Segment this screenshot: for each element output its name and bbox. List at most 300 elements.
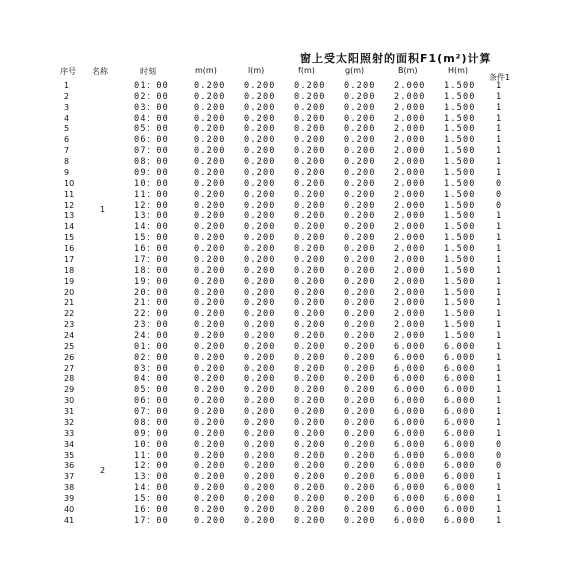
- cell-f: 0.200: [294, 472, 326, 483]
- cell-f: 0.200: [294, 265, 326, 276]
- cell-time: 08：00: [134, 417, 169, 428]
- cell-g: 0.200: [344, 244, 376, 255]
- cell-g: 0.200: [344, 320, 376, 331]
- header-l: l(m): [248, 66, 265, 75]
- cell-m: 0.200: [194, 244, 226, 255]
- table-row: [0, 288, 580, 299]
- cell-f: 0.200: [294, 385, 326, 396]
- cell-m: 0.200: [194, 417, 226, 428]
- cell-f: 0.200: [294, 515, 326, 526]
- cell-H: 1.500: [444, 233, 476, 244]
- cell-index: 37: [64, 472, 75, 482]
- cell-f: 0.200: [294, 200, 326, 211]
- cell-g: 0.200: [344, 515, 376, 526]
- cell-l: 0.200: [244, 157, 276, 168]
- cell-B: 2.000: [394, 167, 426, 178]
- cell-time: 16：00: [134, 244, 169, 255]
- cell-index: 9: [64, 167, 70, 177]
- cell-condition1: 1: [496, 374, 503, 385]
- cell-l: 0.200: [244, 352, 276, 363]
- cell-index: 10: [64, 178, 75, 188]
- cell-B: 6.000: [394, 341, 426, 352]
- cell-m: 0.200: [194, 385, 226, 396]
- cell-condition1: 1: [496, 515, 503, 526]
- cell-index: 17: [64, 254, 75, 264]
- cell-H: 1.500: [444, 135, 476, 146]
- cell-B: 2.000: [394, 135, 426, 146]
- cell-B: 2.000: [394, 157, 426, 168]
- cell-time: 24：00: [134, 331, 169, 341]
- table-row: [0, 472, 580, 483]
- table-row: [0, 222, 580, 233]
- cell-H: 1.500: [444, 200, 476, 211]
- cell-time: 17：00: [134, 254, 169, 265]
- cell-f: 0.200: [294, 135, 326, 146]
- cell-H: 6.000: [444, 352, 476, 363]
- cell-l: 0.200: [244, 135, 276, 146]
- cell-H: 1.500: [444, 276, 476, 287]
- cell-m: 0.200: [194, 341, 226, 352]
- cell-B: 2.000: [394, 265, 426, 276]
- cell-f: 0.200: [294, 439, 326, 450]
- cell-B: 2.000: [394, 298, 426, 309]
- cell-condition1: 1: [496, 472, 503, 483]
- cell-condition1: 1: [496, 276, 503, 287]
- cell-B: 6.000: [394, 428, 426, 439]
- cell-B: 2.000: [394, 91, 426, 102]
- table-row: [0, 451, 580, 462]
- cell-condition1: 1: [496, 102, 503, 113]
- cell-f: 0.200: [294, 287, 326, 298]
- cell-f: 0.200: [294, 124, 326, 135]
- cell-index: 11: [64, 189, 75, 199]
- cell-time: 05：00: [134, 124, 169, 135]
- table-row: [0, 103, 580, 114]
- cell-time: 06：00: [134, 135, 169, 146]
- cell-l: 0.200: [244, 494, 276, 505]
- cell-time: 20：00: [134, 287, 169, 298]
- cell-l: 0.200: [244, 233, 276, 244]
- cell-f: 0.200: [294, 91, 326, 102]
- cell-H: 6.000: [444, 450, 476, 461]
- cell-f: 0.200: [294, 504, 326, 515]
- cell-B: 6.000: [394, 483, 426, 494]
- cell-g: 0.200: [344, 254, 376, 265]
- cell-l: 0.200: [244, 254, 276, 265]
- cell-m: 0.200: [194, 157, 226, 168]
- table-row: [0, 157, 580, 168]
- group-name-label: 2: [100, 466, 106, 476]
- cell-condition1: 1: [496, 385, 503, 396]
- cell-index: 3: [64, 102, 70, 112]
- cell-index: 20: [64, 287, 75, 297]
- cell-f: 0.200: [294, 146, 326, 157]
- cell-m: 0.200: [194, 472, 226, 483]
- cell-g: 0.200: [344, 211, 376, 222]
- cell-condition1: 1: [496, 504, 503, 515]
- cell-g: 0.200: [344, 102, 376, 113]
- cell-m: 0.200: [194, 254, 226, 265]
- cell-condition1: 1: [496, 91, 503, 102]
- cell-index: 23: [64, 320, 75, 330]
- cell-H: 6.000: [444, 494, 476, 505]
- cell-index: 14: [64, 222, 75, 232]
- cell-H: 6.000: [444, 472, 476, 483]
- cell-B: 2.000: [394, 287, 426, 298]
- cell-f: 0.200: [294, 276, 326, 287]
- cell-g: 0.200: [344, 233, 376, 244]
- cell-H: 1.500: [444, 91, 476, 102]
- cell-l: 0.200: [244, 396, 276, 407]
- cell-B: 6.000: [394, 461, 426, 472]
- cell-H: 6.000: [444, 385, 476, 396]
- table-row: [0, 418, 580, 429]
- cell-time: 21：00: [134, 298, 169, 309]
- cell-condition1: 1: [496, 233, 503, 244]
- cell-B: 2.000: [394, 113, 426, 124]
- cell-condition1: 1: [496, 157, 503, 168]
- cell-condition1: 1: [496, 309, 503, 320]
- cell-index: 7: [64, 146, 70, 156]
- cell-index: 13: [64, 211, 75, 221]
- cell-l: 0.200: [244, 287, 276, 298]
- cell-H: 6.000: [444, 428, 476, 439]
- cell-condition1: 1: [496, 135, 503, 146]
- cell-m: 0.200: [194, 233, 226, 244]
- cell-index: 38: [64, 483, 75, 493]
- cell-index: 19: [64, 276, 75, 286]
- cell-time: 01：00: [134, 341, 169, 352]
- cell-m: 0.200: [194, 309, 226, 320]
- cell-index: 2: [64, 91, 70, 101]
- header-g: g(m): [345, 66, 365, 75]
- cell-time: 05：00: [134, 385, 169, 396]
- cell-l: 0.200: [244, 341, 276, 352]
- cell-l: 0.200: [244, 461, 276, 472]
- cell-g: 0.200: [344, 396, 376, 407]
- cell-condition1: 1: [496, 254, 503, 265]
- cell-index: 12: [64, 200, 75, 210]
- cell-l: 0.200: [244, 385, 276, 396]
- cell-f: 0.200: [294, 450, 326, 461]
- cell-f: 0.200: [294, 298, 326, 309]
- cell-f: 0.200: [294, 233, 326, 244]
- cell-H: 1.500: [444, 81, 476, 91]
- cell-time: 15：00: [134, 494, 169, 505]
- cell-f: 0.200: [294, 178, 326, 189]
- cell-time: 10：00: [134, 439, 169, 450]
- cell-f: 0.200: [294, 320, 326, 331]
- cell-H: 1.500: [444, 287, 476, 298]
- cell-condition1: 1: [496, 244, 503, 255]
- cell-B: 2.000: [394, 276, 426, 287]
- cell-condition1: 1: [496, 363, 503, 374]
- cell-B: 2.000: [394, 200, 426, 211]
- table-row: [0, 461, 580, 472]
- cell-m: 0.200: [194, 287, 226, 298]
- cell-f: 0.200: [294, 417, 326, 428]
- cell-H: 6.000: [444, 341, 476, 352]
- cell-time: 13：00: [134, 211, 169, 222]
- cell-l: 0.200: [244, 265, 276, 276]
- cell-m: 0.200: [194, 81, 226, 91]
- cell-time: 13：00: [134, 472, 169, 483]
- cell-l: 0.200: [244, 515, 276, 526]
- cell-g: 0.200: [344, 331, 376, 341]
- cell-m: 0.200: [194, 298, 226, 309]
- cell-g: 0.200: [344, 352, 376, 363]
- table-row: [0, 396, 580, 407]
- cell-H: 6.000: [444, 396, 476, 407]
- cell-B: 2.000: [394, 233, 426, 244]
- cell-index: 1: [64, 81, 70, 90]
- table-row: [0, 516, 580, 527]
- cell-B: 6.000: [394, 385, 426, 396]
- cell-B: 6.000: [394, 396, 426, 407]
- cell-time: 12：00: [134, 461, 169, 472]
- cell-B: 6.000: [394, 472, 426, 483]
- cell-index: 26: [64, 352, 75, 362]
- cell-l: 0.200: [244, 417, 276, 428]
- table-row: [0, 364, 580, 375]
- cell-condition1: 1: [496, 341, 503, 352]
- cell-g: 0.200: [344, 189, 376, 200]
- table-row: [0, 277, 580, 288]
- cell-time: 09：00: [134, 167, 169, 178]
- cell-condition1: 0: [496, 461, 503, 472]
- cell-time: 23：00: [134, 320, 169, 331]
- cell-H: 1.500: [444, 331, 476, 341]
- cell-index: 4: [64, 113, 70, 123]
- cell-index: 31: [64, 407, 75, 417]
- table-row: [0, 211, 580, 222]
- cell-B: 6.000: [394, 374, 426, 385]
- cell-time: 19：00: [134, 276, 169, 287]
- cell-l: 0.200: [244, 81, 276, 91]
- cell-H: 1.500: [444, 265, 476, 276]
- cell-B: 2.000: [394, 178, 426, 189]
- cell-l: 0.200: [244, 428, 276, 439]
- cell-time: 09：00: [134, 428, 169, 439]
- table-row: [0, 494, 580, 505]
- cell-H: 1.500: [444, 113, 476, 124]
- cell-index: 16: [64, 244, 75, 254]
- cell-H: 1.500: [444, 189, 476, 200]
- cell-time: 02：00: [134, 352, 169, 363]
- cell-l: 0.200: [244, 244, 276, 255]
- cell-f: 0.200: [294, 331, 326, 341]
- cell-index: 21: [64, 298, 75, 308]
- cell-m: 0.200: [194, 363, 226, 374]
- cell-m: 0.200: [194, 124, 226, 135]
- cell-l: 0.200: [244, 91, 276, 102]
- table-row: [0, 200, 580, 215]
- cell-l: 0.200: [244, 450, 276, 461]
- cell-condition1: 1: [496, 396, 503, 407]
- cell-m: 0.200: [194, 374, 226, 385]
- table-row: [0, 124, 580, 135]
- cell-m: 0.200: [194, 483, 226, 494]
- cell-time: 03：00: [134, 363, 169, 374]
- cell-H: 1.500: [444, 157, 476, 168]
- cell-g: 0.200: [344, 417, 376, 428]
- cell-time: 06：00: [134, 396, 169, 407]
- cell-time: 10：00: [134, 178, 169, 189]
- cell-g: 0.200: [344, 146, 376, 157]
- cell-f: 0.200: [294, 352, 326, 363]
- cell-condition1: 0: [496, 189, 503, 200]
- table-row: [0, 266, 580, 277]
- cell-time: 07：00: [134, 407, 169, 418]
- header-B: B(m): [398, 66, 418, 75]
- cell-index: 33: [64, 428, 75, 438]
- cell-index: 18: [64, 265, 75, 275]
- cell-m: 0.200: [194, 461, 226, 472]
- cell-f: 0.200: [294, 81, 326, 91]
- header-f: f(m): [298, 66, 315, 75]
- cell-m: 0.200: [194, 276, 226, 287]
- cell-l: 0.200: [244, 472, 276, 483]
- table-row: [0, 135, 580, 146]
- table-row: [0, 374, 580, 385]
- cell-g: 0.200: [344, 81, 376, 91]
- cell-f: 0.200: [294, 483, 326, 494]
- cell-B: 2.000: [394, 254, 426, 265]
- cell-f: 0.200: [294, 428, 326, 439]
- cell-condition1: 1: [496, 146, 503, 157]
- cell-m: 0.200: [194, 439, 226, 450]
- cell-time: 11：00: [134, 450, 169, 461]
- cell-condition1: 1: [496, 428, 503, 439]
- cell-m: 0.200: [194, 178, 226, 189]
- cell-l: 0.200: [244, 363, 276, 374]
- cell-B: 2.000: [394, 124, 426, 135]
- cell-H: 1.500: [444, 309, 476, 320]
- cell-l: 0.200: [244, 276, 276, 287]
- cell-m: 0.200: [194, 331, 226, 341]
- cell-f: 0.200: [294, 374, 326, 385]
- cell-condition1: 1: [496, 320, 503, 331]
- cell-B: 6.000: [394, 515, 426, 526]
- cell-l: 0.200: [244, 189, 276, 200]
- cell-index: 32: [64, 417, 75, 427]
- cell-l: 0.200: [244, 211, 276, 222]
- cell-f: 0.200: [294, 396, 326, 407]
- cell-m: 0.200: [194, 135, 226, 146]
- cell-B: 2.000: [394, 222, 426, 233]
- cell-l: 0.200: [244, 309, 276, 320]
- cell-B: 2.000: [394, 309, 426, 320]
- cell-index: 30: [64, 396, 75, 406]
- cell-H: 1.500: [444, 167, 476, 178]
- cell-g: 0.200: [344, 428, 376, 439]
- cell-f: 0.200: [294, 244, 326, 255]
- cell-condition1: 1: [496, 417, 503, 428]
- cell-f: 0.200: [294, 157, 326, 168]
- cell-B: 6.000: [394, 352, 426, 363]
- cell-f: 0.200: [294, 341, 326, 352]
- header-name: 名称: [92, 67, 108, 76]
- cell-condition1: 1: [496, 331, 503, 341]
- group-name-label: 1: [100, 205, 106, 215]
- cell-m: 0.200: [194, 320, 226, 331]
- cell-index: 39: [64, 494, 75, 504]
- cell-g: 0.200: [344, 157, 376, 168]
- cell-condition1: 1: [496, 298, 503, 309]
- cell-condition1: 0: [496, 450, 503, 461]
- cell-H: 1.500: [444, 178, 476, 189]
- cell-condition1: 1: [496, 81, 503, 91]
- cell-l: 0.200: [244, 146, 276, 157]
- cell-B: 2.000: [394, 81, 426, 91]
- cell-g: 0.200: [344, 407, 376, 418]
- cell-H: 6.000: [444, 407, 476, 418]
- cell-time: 15：00: [134, 233, 169, 244]
- cell-index: 41: [64, 515, 75, 525]
- cell-l: 0.200: [244, 222, 276, 233]
- cell-g: 0.200: [344, 265, 376, 276]
- cell-m: 0.200: [194, 428, 226, 439]
- cell-l: 0.200: [244, 407, 276, 418]
- cell-m: 0.200: [194, 494, 226, 505]
- table-row: [0, 342, 580, 353]
- cell-condition1: 0: [496, 439, 503, 450]
- cell-l: 0.200: [244, 178, 276, 189]
- table-row: [0, 233, 580, 244]
- table-row: [0, 385, 580, 396]
- cell-index: 25: [64, 341, 75, 351]
- cell-f: 0.200: [294, 222, 326, 233]
- cell-l: 0.200: [244, 504, 276, 515]
- table-row: [0, 179, 580, 190]
- cell-time: 11：00: [134, 189, 169, 200]
- cell-g: 0.200: [344, 483, 376, 494]
- cell-time: 04：00: [134, 113, 169, 124]
- cell-index: 5: [64, 124, 70, 134]
- cell-condition1: 0: [496, 178, 503, 189]
- cell-B: 6.000: [394, 439, 426, 450]
- cell-g: 0.200: [344, 178, 376, 189]
- table-row: [0, 92, 580, 103]
- cell-g: 0.200: [344, 385, 376, 396]
- cell-condition1: 1: [496, 113, 503, 124]
- cell-condition1: 1: [496, 352, 503, 363]
- table-row: [0, 320, 580, 331]
- table-row: [0, 298, 580, 309]
- cell-H: 1.500: [444, 102, 476, 113]
- cell-g: 0.200: [344, 461, 376, 472]
- cell-m: 0.200: [194, 504, 226, 515]
- cell-B: 2.000: [394, 102, 426, 113]
- cell-g: 0.200: [344, 124, 376, 135]
- cell-time: 04：00: [134, 374, 169, 385]
- cell-g: 0.200: [344, 167, 376, 178]
- cell-condition1: 1: [496, 265, 503, 276]
- header-index: 序号: [60, 67, 76, 76]
- cell-H: 1.500: [444, 211, 476, 222]
- cell-f: 0.200: [294, 102, 326, 113]
- cell-l: 0.200: [244, 124, 276, 135]
- cell-l: 0.200: [244, 298, 276, 309]
- cell-m: 0.200: [194, 211, 226, 222]
- cell-l: 0.200: [244, 374, 276, 385]
- cell-B: 6.000: [394, 504, 426, 515]
- cell-m: 0.200: [194, 265, 226, 276]
- cell-m: 0.200: [194, 167, 226, 178]
- cell-g: 0.200: [344, 135, 376, 146]
- cell-g: 0.200: [344, 309, 376, 320]
- cell-g: 0.200: [344, 200, 376, 211]
